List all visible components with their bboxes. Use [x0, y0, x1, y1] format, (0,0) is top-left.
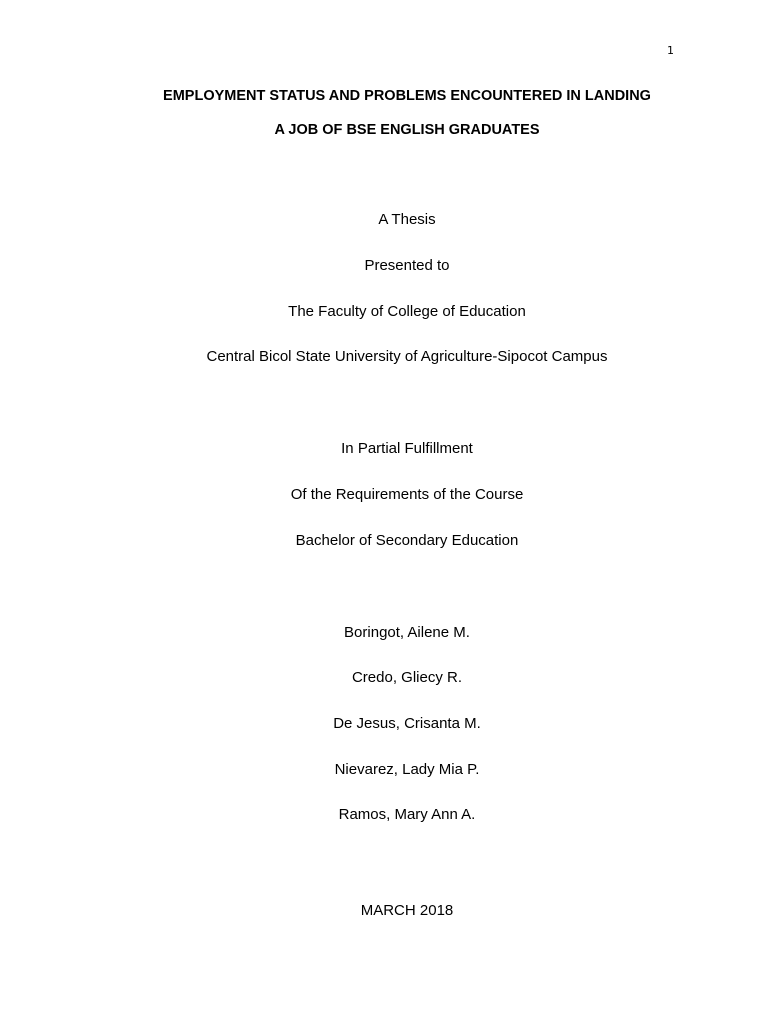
- requirements-line: Of the Requirements of the Course: [290, 486, 524, 503]
- author-name: Credo, Gliecy R.: [351, 669, 463, 686]
- partial-fulfillment: In Partial Fulfillment: [341, 440, 473, 457]
- author-name: De Jesus, Crisanta M.: [333, 715, 481, 732]
- faculty-name: The Faculty of College of Education: [288, 303, 526, 320]
- thesis-label: A Thesis: [378, 211, 436, 228]
- course-name: Bachelor of Secondary Education: [295, 532, 519, 549]
- page-number: 1: [667, 44, 674, 57]
- author-name: Boringot, Ailene M.: [344, 624, 470, 641]
- author-name: Nievarez, Lady Mia P.: [334, 761, 480, 778]
- thesis-title-line-1: EMPLOYMENT STATUS AND PROBLEMS ENCOUNTERED IN LANDING: [163, 88, 651, 104]
- university-name: Central Bicol State University of Agriculture-Sipocot Campus: [206, 348, 608, 365]
- thesis-title-line-2: A JOB OF BSE ENGLISH GRADUATES: [274, 122, 540, 138]
- presented-to: Presented to: [364, 257, 450, 274]
- submission-date: MARCH 2018: [360, 902, 454, 919]
- author-name: Ramos, Mary Ann A.: [338, 806, 476, 823]
